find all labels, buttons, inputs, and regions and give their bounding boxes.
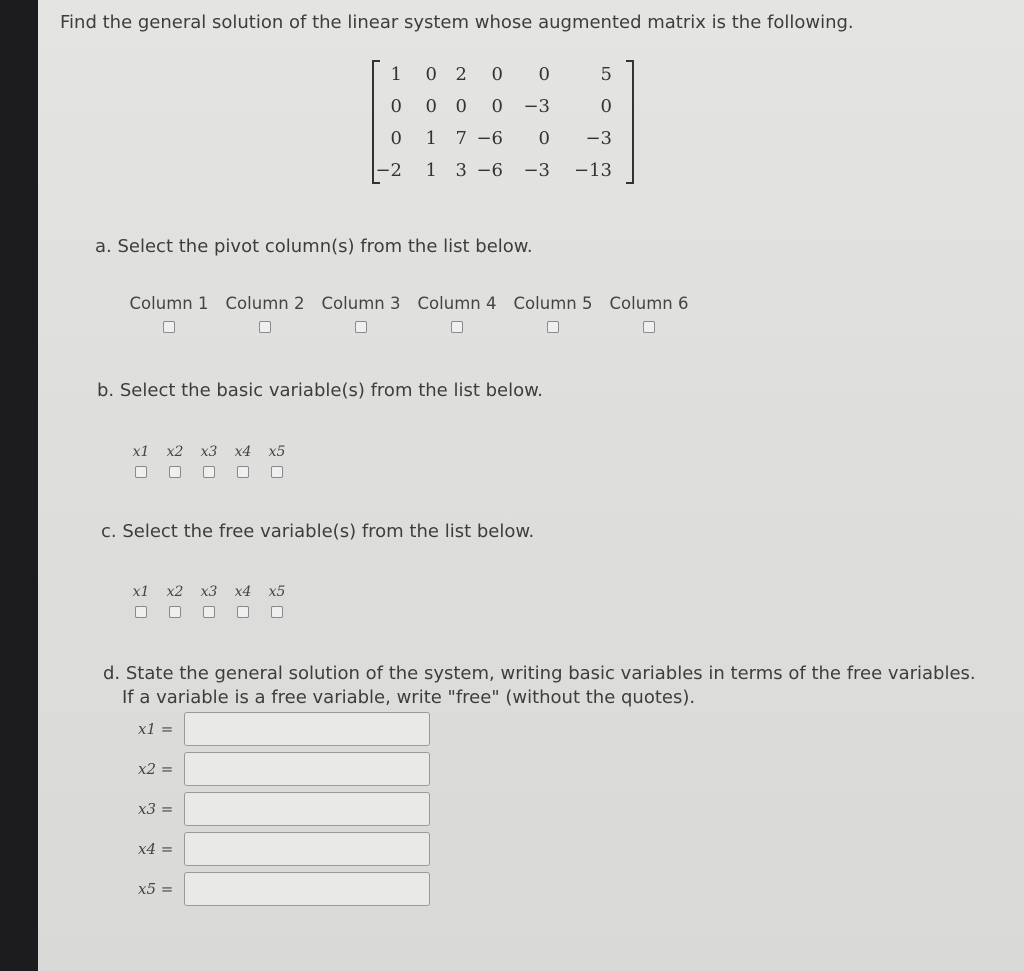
answer-row-x5	[138, 872, 430, 906]
matrix-cell: 1	[390, 64, 402, 85]
free-option-x2[interactable]	[158, 584, 192, 618]
matrix-cell: 0	[491, 96, 503, 117]
checkbox[interactable]	[237, 606, 249, 618]
checkbox[interactable]	[203, 466, 215, 478]
pivot-option-column-1[interactable]	[121, 294, 217, 333]
option-label: Column 4	[417, 294, 497, 313]
matrix-cell: 0	[390, 128, 402, 149]
matrix-cell: 0	[425, 64, 437, 85]
matrix-cell: −6	[476, 128, 503, 149]
matrix-cell: −2	[375, 160, 402, 181]
option-label: x5	[268, 584, 286, 600]
basic-variable-options	[124, 444, 294, 478]
matrix-cell: 7	[455, 128, 467, 149]
part-a-prompt: a. Select the pivot column(s) from the list below.	[95, 236, 533, 257]
matrix-row	[372, 64, 634, 94]
checkbox[interactable]	[135, 466, 147, 478]
answer-label: x5 =	[138, 880, 174, 898]
matrix-row	[372, 128, 634, 158]
option-label: Column 6	[609, 294, 689, 313]
checkbox[interactable]	[271, 466, 283, 478]
checkbox[interactable]	[203, 606, 215, 618]
matrix-cell: −3	[523, 96, 550, 117]
matrix-cell: 0	[538, 128, 550, 149]
option-label: x1	[132, 584, 150, 600]
checkbox[interactable]	[643, 321, 655, 333]
pivot-option-column-6[interactable]	[601, 294, 697, 333]
part-d-prompt-line1: d. State the general solution of the system, writing basic variables in terms of the free variables.	[103, 663, 976, 684]
matrix-row	[372, 160, 634, 190]
matrix-cell: 0	[425, 96, 437, 117]
part-d-prompt-line2: If a variable is a free variable, write "free" (without the quotes).	[122, 687, 696, 708]
free-option-x1[interactable]	[124, 584, 158, 618]
option-label: x1	[132, 444, 150, 460]
option-label: Column 5	[513, 294, 593, 313]
matrix-cell: 0	[390, 96, 402, 117]
option-label: Column 3	[321, 294, 401, 313]
matrix-cell: 0	[600, 96, 612, 117]
matrix-cell: 1	[425, 160, 437, 181]
option-label: x4	[234, 444, 252, 460]
matrix-cell: −3	[523, 160, 550, 181]
answer-row-x1	[138, 712, 430, 746]
matrix-cell: 0	[538, 64, 550, 85]
pivot-option-column-4[interactable]	[409, 294, 505, 333]
pivot-option-column-3[interactable]	[313, 294, 409, 333]
matrix-cell: −3	[585, 128, 612, 149]
matrix-cell: 3	[455, 160, 467, 181]
question-text: Find the general solution of the linear system whose augmented matrix is the following.	[60, 12, 854, 33]
option-label: Column 2	[225, 294, 305, 313]
option-label: Column 1	[129, 294, 209, 313]
answer-input-x4[interactable]	[184, 832, 430, 866]
checkbox[interactable]	[271, 606, 283, 618]
answer-row-x3	[138, 792, 430, 826]
matrix-cell: 0	[491, 64, 503, 85]
checkbox[interactable]	[237, 466, 249, 478]
pivot-option-column-5[interactable]	[505, 294, 601, 333]
answer-row-x4	[138, 832, 430, 866]
matrix-cell: 2	[455, 64, 467, 85]
checkbox[interactable]	[169, 606, 181, 618]
option-label: x4	[234, 584, 252, 600]
free-option-x5[interactable]	[260, 584, 294, 618]
pivot-column-options	[121, 294, 697, 333]
answer-label: x3 =	[138, 800, 174, 818]
answer-label: x2 =	[138, 760, 174, 778]
matrix-cell: −6	[476, 160, 503, 181]
basic-option-x5[interactable]	[260, 444, 294, 478]
pivot-option-column-2[interactable]	[217, 294, 313, 333]
answer-row-x2	[138, 752, 430, 786]
answer-label: x4 =	[138, 840, 174, 858]
option-label: x5	[268, 444, 286, 460]
answer-input-x2[interactable]	[184, 752, 430, 786]
matrix-cell: 5	[600, 64, 612, 85]
option-label: x2	[166, 444, 184, 460]
checkbox[interactable]	[169, 466, 181, 478]
checkbox[interactable]	[259, 321, 271, 333]
answer-input-x5[interactable]	[184, 872, 430, 906]
checkbox[interactable]	[547, 321, 559, 333]
basic-option-x4[interactable]	[226, 444, 260, 478]
part-c-prompt: c. Select the free variable(s) from the list below.	[101, 521, 535, 542]
basic-option-x1[interactable]	[124, 444, 158, 478]
checkbox[interactable]	[355, 321, 367, 333]
free-option-x4[interactable]	[226, 584, 260, 618]
matrix-cell: −13	[574, 160, 612, 181]
answer-input-x1[interactable]	[184, 712, 430, 746]
option-label: x2	[166, 584, 184, 600]
free-option-x3[interactable]	[192, 584, 226, 618]
option-label: x3	[200, 444, 218, 460]
checkbox[interactable]	[135, 606, 147, 618]
matrix-row	[372, 96, 634, 126]
answer-label: x1 =	[138, 720, 174, 738]
checkbox[interactable]	[451, 321, 463, 333]
basic-option-x3[interactable]	[192, 444, 226, 478]
matrix-cell: 0	[455, 96, 467, 117]
basic-option-x2[interactable]	[158, 444, 192, 478]
answer-input-x3[interactable]	[184, 792, 430, 826]
checkbox[interactable]	[163, 321, 175, 333]
option-label: x3	[200, 584, 218, 600]
free-variable-options	[124, 584, 294, 618]
part-b-prompt: b. Select the basic variable(s) from the list below.	[97, 380, 543, 401]
augmented-matrix	[372, 60, 634, 184]
matrix-cell: 1	[425, 128, 437, 149]
